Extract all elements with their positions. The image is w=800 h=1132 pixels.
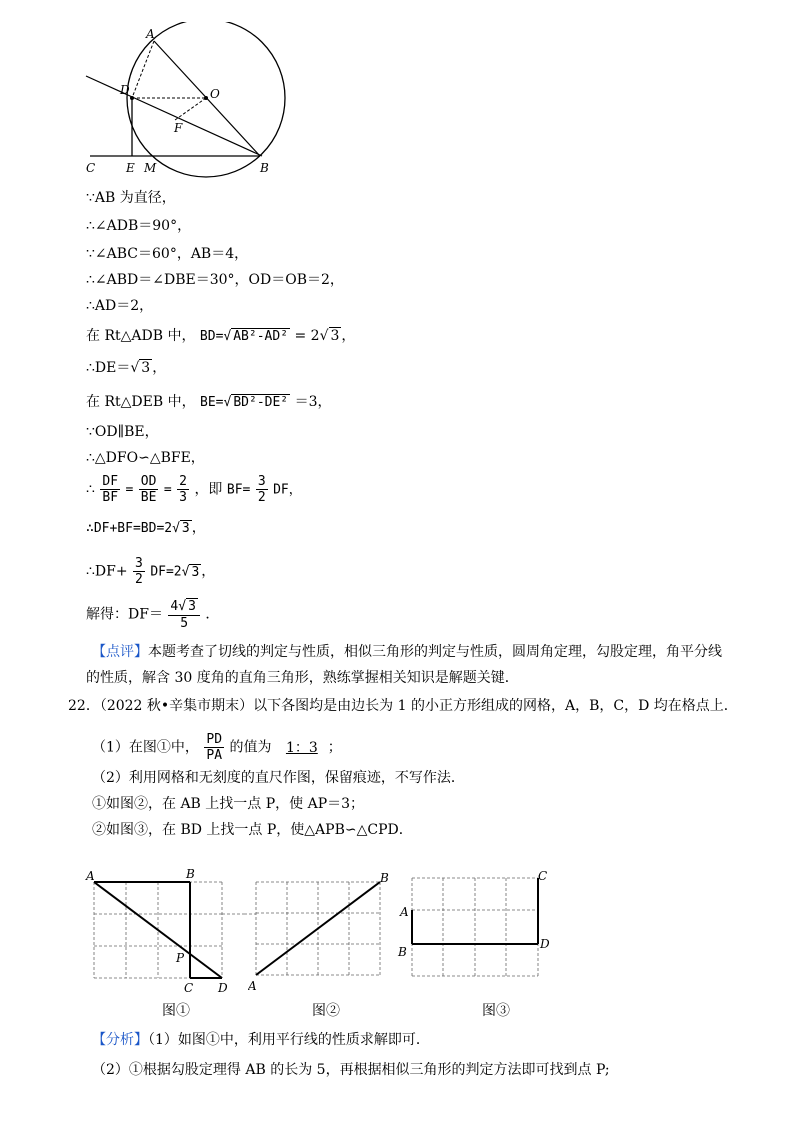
svg-text:D: D	[218, 981, 228, 995]
svg-text:D: D	[540, 937, 550, 951]
proof-line-11: ∴ $\frac{DF}{BF}$ = $\frac{OD}{BE}$ = $\frac{2}{3}$ ，即 BF= $\frac{3}{2}$ DF，	[86, 474, 302, 505]
question-22-part-1: （1）在图①中， $\frac{PD}{PA}$ 的值为 1：3 ；	[92, 732, 342, 763]
point-o	[204, 96, 208, 100]
proof-line-12: ∴DF+BF=BD=2√ 3 ，	[86, 520, 206, 536]
caption-figure-2: 图②	[312, 1003, 340, 1019]
svg-text:B: B	[398, 945, 407, 959]
grid-figure-2	[248, 866, 398, 998]
caption-figure-1: 图①	[162, 1003, 190, 1019]
label-m: M	[144, 161, 157, 175]
caption-figure-3: 图③	[482, 1003, 510, 1019]
label-f: F	[174, 121, 183, 135]
label-a: A	[146, 27, 155, 41]
proof-line-6: 在 Rt△ADB 中， BD=√ AB²-AD² = 2√ 3 ，	[86, 328, 356, 344]
proof-line-5: ∴AD＝2，	[86, 298, 154, 314]
svg-text:A: A	[400, 905, 409, 919]
circle-figure	[80, 22, 290, 180]
proof-line-4: ∴∠ABD＝∠DBE＝30°，OD＝OB＝2，	[86, 272, 344, 288]
point-d	[130, 96, 134, 100]
proof-line-3: ∵∠ABC＝60°，AB＝4，	[86, 246, 249, 262]
proof-line-1: ∵AB 为直径，	[86, 190, 176, 206]
grid-figure-1	[84, 866, 244, 998]
review-line-2: 的性质，解含 30 度角的直角三角形，熟练掌握相关知识是解题关键．	[86, 670, 519, 686]
label-e: E	[126, 161, 135, 175]
grid-figure-3	[396, 866, 556, 998]
tangent-line	[86, 76, 262, 156]
svg-text:A: A	[86, 869, 95, 883]
label-o: O	[210, 87, 220, 101]
proof-line-10: ∴△DFO∽△BFE，	[86, 450, 205, 466]
question-22-part-2: （2）利用网格和无刻度的直尺作图，保留痕迹，不写作法．	[92, 770, 465, 786]
svg-text:A: A	[248, 979, 257, 993]
svg-text:C: C	[184, 981, 194, 995]
review-line-1: 【点评】本题考查了切线的判定与性质，相似三角形的判定与性质，圆周角定理，勾股定理，角平分线	[92, 644, 722, 660]
svg-text:P: P	[176, 951, 185, 965]
question-22-part-3: ①如图②，在 AB 上找一点 P，使 AP＝3；	[92, 796, 365, 812]
question-22-part-4: ②如图③，在 BD 上找一点 P，使△APB∽△CPD．	[92, 822, 413, 838]
answer-blank: 1：3	[285, 739, 318, 756]
analysis-line-2: （2）①根据勾股定理得 AB 的长为 5，再根据相似三角形的判定方法即可找到点 P;	[92, 1062, 610, 1078]
label-c: C	[86, 161, 96, 175]
svg-text:B: B	[380, 871, 389, 885]
question-22-head: 22．（2022 秋•辛集市期末）以下各图均是由边长为 1 的小正方形组成的网格，A，B，C，D 均在格点上．	[68, 698, 738, 714]
proof-line-2: ∴∠ADB＝90°，	[86, 218, 192, 234]
line-of	[175, 98, 206, 120]
proof-line-13: ∴DF+ $\frac{3}{2}$ DF=2√ 3 ，	[86, 556, 216, 587]
svg-text:C: C	[538, 869, 548, 883]
proof-line-14: 解得：DF＝ $\frac{4√ 3}{5}$ ．	[86, 599, 220, 631]
label-d: D	[120, 83, 130, 97]
label-b: B	[260, 161, 269, 175]
analysis-tag: 【分析】	[92, 1032, 148, 1048]
proof-line-9: ∵OD∥BE，	[86, 424, 159, 440]
proof-line-8: 在 Rt△DEB 中， BE=√ BD²-DE² ＝3，	[86, 394, 332, 410]
proof-line-7: ∴DE＝√ 3 ，	[86, 360, 167, 376]
svg-text:B: B	[186, 867, 195, 881]
analysis-line-1: 【分析】（1）如图①中，利用平行线的性质求解即可．	[92, 1032, 430, 1048]
review-tag: 【点评】	[92, 644, 148, 660]
